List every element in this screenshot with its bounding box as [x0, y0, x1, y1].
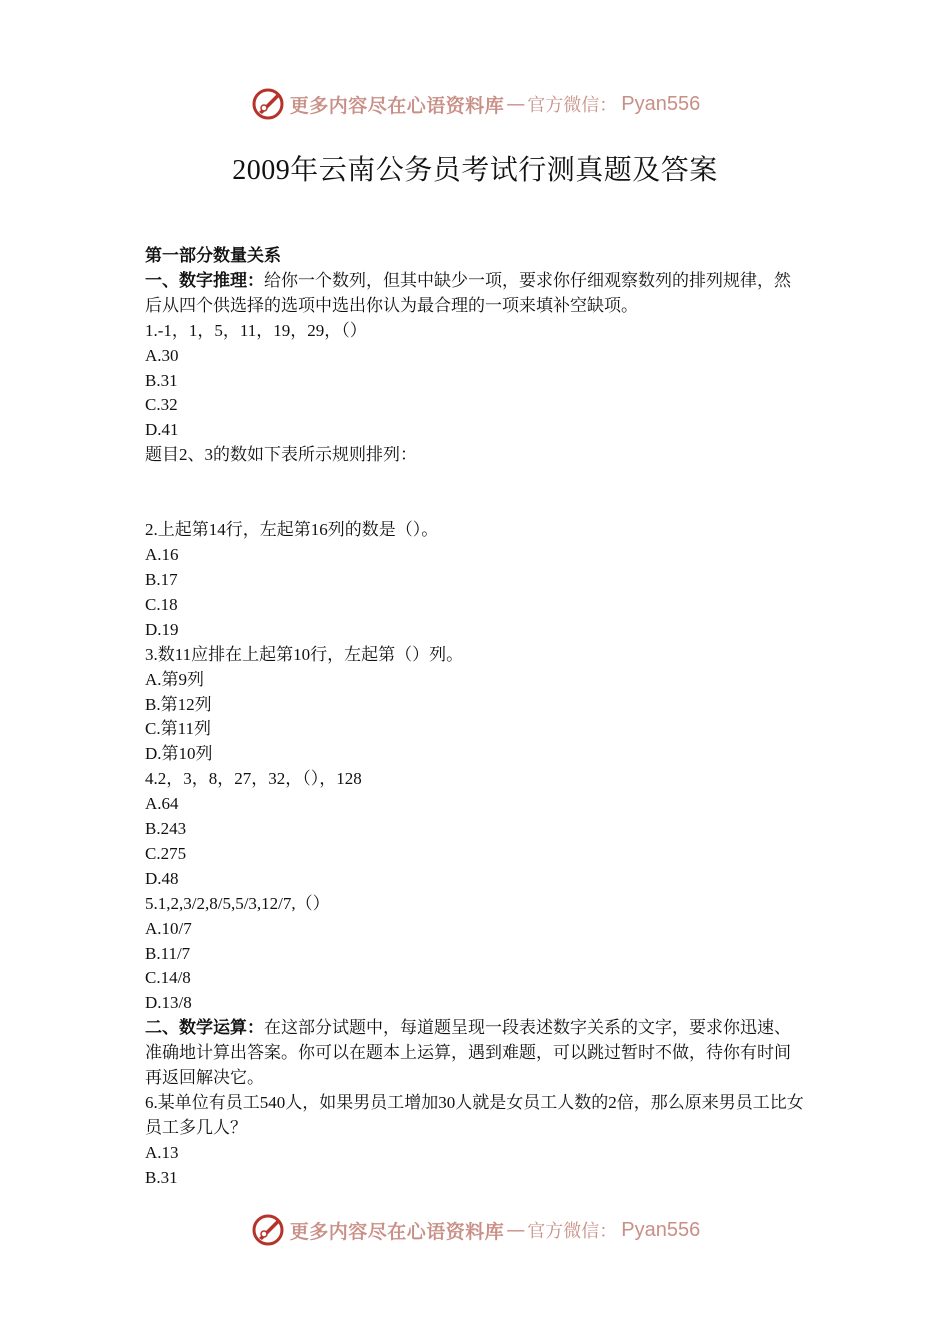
- table-note: 题目2、3的数如下表所示规则排列：: [145, 445, 417, 465]
- q5-option-d: D.13/8: [145, 993, 192, 1013]
- q5-stem: 5.1,2,3/2,8/5,5/3,12/7,（）: [145, 893, 330, 913]
- banner-separator: —: [506, 1219, 526, 1241]
- q1-option-a: A.30: [145, 345, 179, 365]
- banner-wechat-label: 官方微信：: [527, 1221, 618, 1242]
- q2-option-c: C.18: [145, 594, 178, 614]
- q6-option-a: A.13: [145, 1142, 179, 1162]
- q4-option-b: B.243: [145, 819, 187, 839]
- pen-logo-icon: [250, 86, 286, 122]
- document-body: [145, 244, 807, 1191]
- header-banner: [0, 84, 950, 124]
- footer-banner: [0, 1210, 950, 1250]
- q1-option-d: D.41: [145, 420, 179, 440]
- q4-option-d: D.48: [145, 868, 179, 888]
- banner-wechat-id: Pyan556: [621, 92, 701, 115]
- q6-option-b: B.31: [145, 1167, 178, 1187]
- page-title: 2009年云南公务员考试行测真题及答案: [232, 155, 718, 186]
- q5-option-c: C.14/8: [145, 968, 191, 988]
- banner-wechat-id: Pyan556: [621, 1218, 701, 1241]
- q1-option-c: C.32: [145, 395, 178, 415]
- q4-option-c: C.275: [145, 843, 187, 863]
- q1-option-b: B.31: [145, 370, 178, 390]
- q3-stem: 3.数11应排在上起第10行，左起第（）列。: [145, 644, 464, 664]
- banner-wechat-label: 官方微信：: [527, 95, 618, 116]
- q3-option-d: D.第10列: [145, 744, 213, 764]
- q3-option-a: A.第9列: [145, 669, 205, 689]
- q2-option-a: A.16: [145, 545, 179, 565]
- banner-separator: —: [506, 93, 526, 115]
- part2-text: 在这部分试题中，每道题呈现一段表述数字关系的文字，要求你迅速、准确地计算出答案。你可以在题本上运算，遇到难题，可以跳过暂时不做，待你有时间再返回解决它。: [145, 1018, 791, 1088]
- q4-option-a: A.64: [145, 794, 179, 814]
- section-heading: 第一部分数量关系: [145, 246, 281, 265]
- q2-stem: 2.上起第14行，左起第16列的数是（）。: [145, 520, 439, 540]
- part2-instruction: [145, 1016, 807, 1091]
- q2-option-d: D.19: [145, 619, 179, 639]
- banner-text: 更多内容尽在心语资料库: [289, 1220, 505, 1243]
- q3-option-c: C.第11列: [145, 719, 211, 739]
- banner-text: 更多内容尽在心语资料库: [289, 94, 505, 117]
- missing-table-space: [145, 468, 807, 518]
- q6-stem: 6.某单位有员工540人，如果男员工增加30人就是女员工人数的2倍，那么原来男员工比女员工多几人？: [145, 1093, 804, 1137]
- part2-label: 二、数学运算：: [145, 1018, 264, 1038]
- q4-stem: 4.2，3，8，27，32，（），128: [145, 769, 362, 789]
- pen-logo-icon: [250, 1212, 286, 1248]
- part1-text: 给你一个数列，但其中缺少一项，要求你仔细观察数列的排列规律，然后从四个供选择的选项中选出你认为最合理的一项来填补空缺项。: [145, 270, 791, 315]
- q2-option-b: B.17: [145, 569, 178, 589]
- q1-stem: 1.-1，1，5，11，19，29，（）: [145, 320, 367, 340]
- q5-option-b: B.11/7: [145, 943, 191, 963]
- part1-instruction: [145, 269, 807, 319]
- part1-label: 一、数字推理：: [145, 270, 264, 290]
- q5-option-a: A.10/7: [145, 918, 192, 938]
- q3-option-b: B.第12列: [145, 694, 212, 714]
